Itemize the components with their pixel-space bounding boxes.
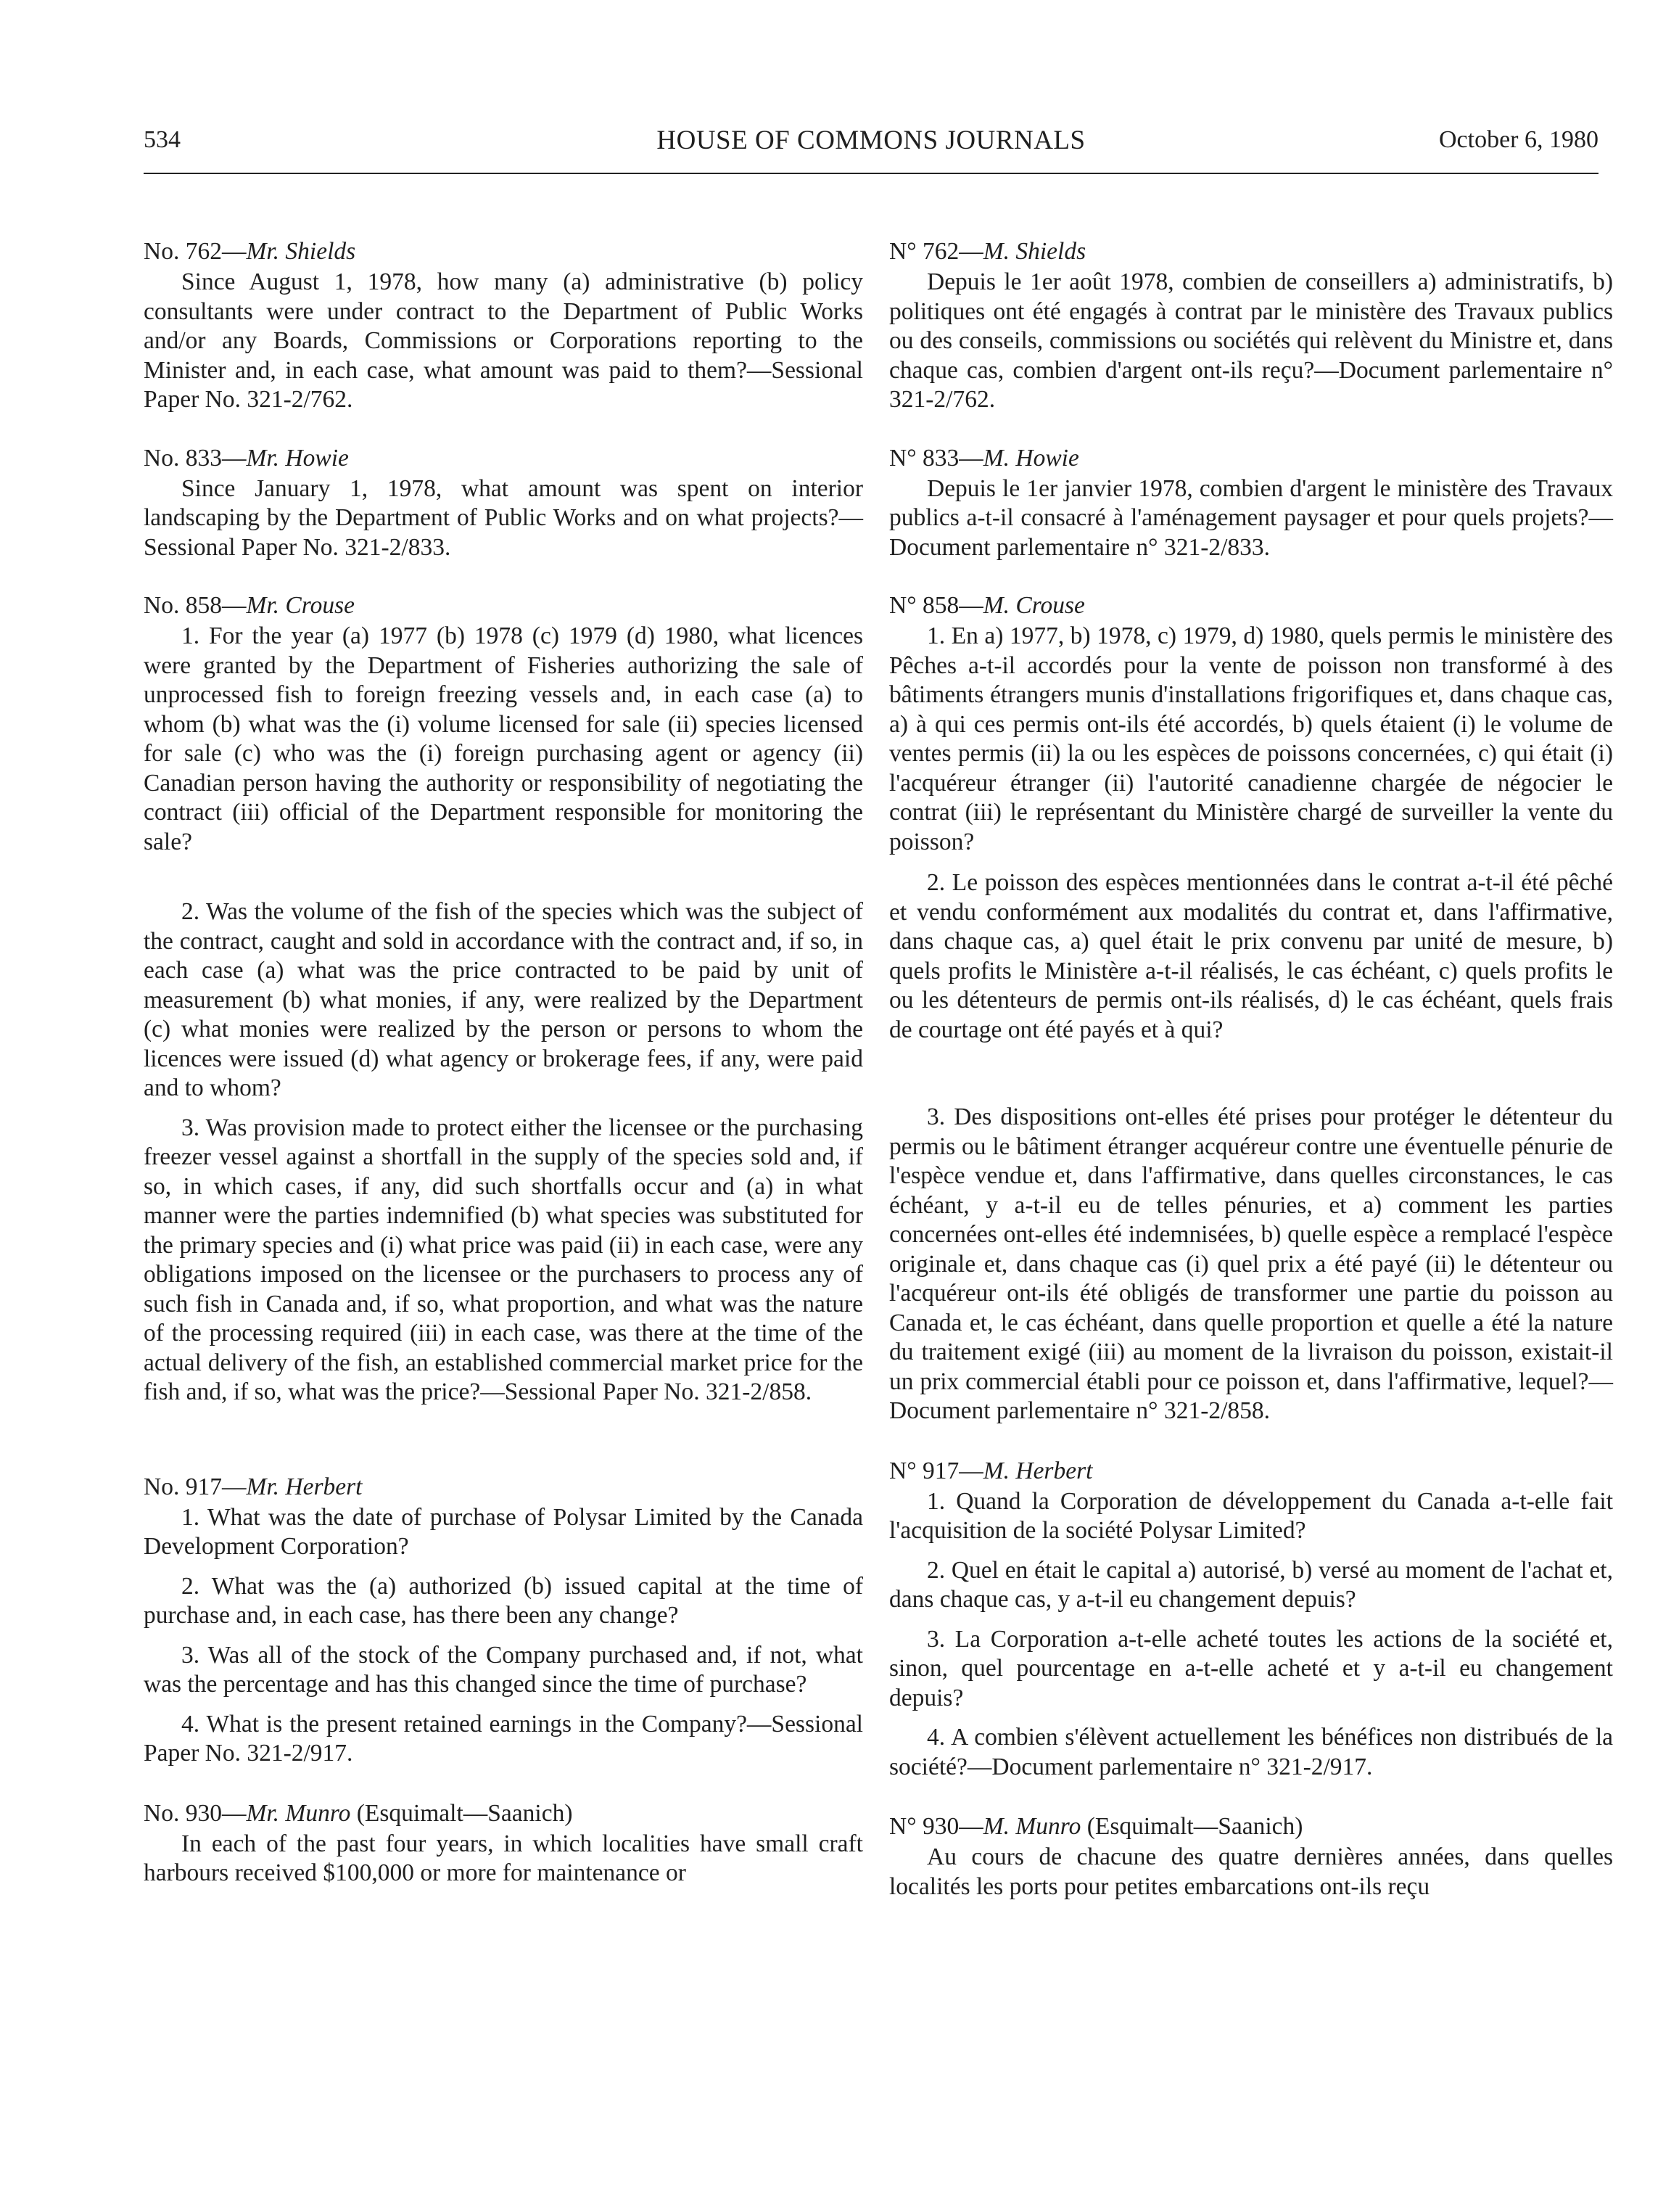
member-name: Mr. Munro <box>246 1799 351 1827</box>
member-name: Mr. Howie <box>246 444 349 472</box>
question-number: N° 930— <box>889 1813 983 1840</box>
page-number: 534 <box>144 126 181 153</box>
question-number: No. 930— <box>144 1799 247 1827</box>
question-fr-5 <box>889 1811 1613 1901</box>
question-heading <box>889 1455 1613 1487</box>
member-name: M. Herbert <box>983 1457 1093 1484</box>
question-heading <box>144 1471 863 1503</box>
question-heading <box>144 443 863 474</box>
question-paragraph: 3. Des dispositions ont-elles été prises pour protéger le détenteur du permis ou le bâtiment étranger acquéreur contre une éventuelle pénurie de l'espèce vendue et, dans l'affirmative, dans quelles circonstances, le cas échéant, y a-t-il eu de telles pénuries, et a) comment les parties concernées ont-elles été indemnisées, b) quelle espèce a remplacé l'espèce originale et, dans chaque cas (i) quel prix a été payé (ii) le détenteur ou l'acquéreur ont-ils été obligés de transformer une partie du poisson au Canada et, le cas échéant, dans quelle proportion et quelle a été la nature du traitement exigé (iii) au moment de la livraison du poisson, existait-il un prix commercial établi pour ce poisson et, dans l'affirmative, lequel?—Document parlementaire n° 321-2/858. <box>889 1103 1613 1424</box>
question-fr-1 <box>889 236 1613 415</box>
question-en-5 <box>144 1798 863 1888</box>
question-paragraph: 3. Was provision made to protect either the licensee or the purchasing freezer vessel against a shortfall in the supply of the species sold and, if so, in which cases, if any, did such shortfalls occur and (a) in what manner were the parties indemnified (b) what species was substituted for the primary species and (i) what price was paid (ii) in each case, were any obligations imposed on the licensee or the purchasers to process any of such fish in Canada and, if so, what proportion, and what was the nature of the processing required (iii) in each case, was there at the time of the actual delivery of the fish, an established commercial market price for the fish and, if so, what was the price?—Sessional Paper No. 321-2/858. <box>144 1114 863 1405</box>
question-heading <box>144 590 863 622</box>
question-number: N° 833— <box>889 444 983 472</box>
question-en-2 <box>144 443 863 563</box>
question-paragraph: Since January 1, 1978, what amount was spent on interior landscaping by the Department of Public Works and on what projects?—Sessional Paper No. 321-2/833. <box>144 474 863 561</box>
question-number: N° 858— <box>889 592 983 619</box>
question-paragraph: 4. What is the present retained earnings in the Company?—Sessional Paper No. 321-2/917. <box>144 1710 863 1767</box>
question-paragraph: 2. What was the (a) authorized (b) issued capital at the time of purchase and, in each case, has there been any change? <box>144 1572 863 1629</box>
member-name: Mr. Herbert <box>246 1473 363 1500</box>
member-name: Mr. Crouse <box>246 592 355 619</box>
question-en-1 <box>144 236 863 415</box>
member-name: M. Crouse <box>983 592 1085 619</box>
question-number: No. 858— <box>144 592 247 619</box>
question-paragraph: 1. What was the date of purchase of Polysar Limited by the Canada Development Corporation? <box>144 1503 863 1560</box>
question-paragraph: 2. Was the volume of the fish of the species which was the subject of the contract, caught and sold in accordance with the contract and, if so, in each case (a) what was the price contracted to be paid by unit of measurement (b) what monies, if any, were realized by the Department (c) what monies were realized by the person or persons to whom the licences were issued (d) what agency or brokerage fees, if any, were paid and to whom? <box>144 898 863 1101</box>
question-heading <box>144 236 863 268</box>
question-en-4 <box>144 1471 863 1769</box>
member-name: Mr. Shields <box>246 238 356 265</box>
question-paragraph: In each of the past four years, in which localities have small craft harbours received $100,000 or more for maintenance or <box>144 1830 863 1886</box>
question-heading <box>144 1798 863 1830</box>
question-paragraph: Depuis le 1er août 1978, combien de conseillers a) administratifs, b) politiques ont été engagés à contrat par le ministère des Travaux publics ou des conseils, commissions ou sociétés qui relèvent du Ministre et, dans chaque cas, combien d'argent ont-ils reçu?—Document parlementaire n° 321-2/762. <box>889 268 1613 413</box>
question-paragraph: 1. For the year (a) 1977 (b) 1978 (c) 1979 (d) 1980, what licences were granted by the Department of Fisheries authorizing the sale of unprocessed fish to foreign freezing vessels and, in each case (a) to whom (b) what was the (i) volume licensed for sale (ii) species licensed for sale (c) who was the (i) foreign purchasing agent or agency (ii) Canadian person having the authority or responsibility of negotiating the contract (iii) official of the Department responsible for monitoring the sale? <box>144 622 863 855</box>
question-paragraph: 2. Quel en était le capital a) autorisé, b) versé au moment de l'achat et, dans chaque cas, y a-t-il eu changement depuis? <box>889 1556 1613 1613</box>
question-fr-4 <box>889 1455 1613 1783</box>
question-fr-3 <box>889 590 1613 1426</box>
question-number: No. 917— <box>144 1473 247 1500</box>
question-number: No. 762— <box>144 238 247 265</box>
question-en-3 <box>144 590 863 1407</box>
french-column <box>889 236 1613 1901</box>
question-number: N° 917— <box>889 1457 983 1484</box>
question-heading <box>889 590 1613 622</box>
question-heading <box>889 1811 1613 1843</box>
riding-name: (Esquimalt—Saanich) <box>350 1799 573 1827</box>
member-name: M. Shields <box>983 238 1086 265</box>
riding-name: (Esquimalt—Saanich) <box>1081 1813 1303 1840</box>
question-paragraph: Au cours de chacune des quatre dernières années, dans quelles localités les ports pour petites embarcations ont-ils reçu <box>889 1843 1613 1900</box>
journal-title: HOUSE OF COMMONS JOURNALS <box>656 126 1086 155</box>
question-paragraph: 2. Le poisson des espèces mentionnées dans le contrat a-t-il été pêché et vendu conformément aux modalités du contrat et, dans l'affirmative, dans chaque cas, a) quel était le prix convenu par unité de mesure, b) quels profits le Ministère a-t-il réalisés, le cas échéant, c) quels profits le ou les détenteurs de permis ont-ils réalisés, d) le cas échéant, quels frais de courtage ont été payés et à qui? <box>889 869 1613 1043</box>
english-column <box>144 236 863 1888</box>
member-name: M. Howie <box>983 444 1079 472</box>
question-paragraph: 4. A combien s'élèvent actuellement les bénéfices non distribués de la société?—Document parlementaire n° 321-2/917. <box>889 1724 1613 1780</box>
question-paragraph: Since August 1, 1978, how many (a) administrative (b) policy consultants were under contract to the Department of Public Works and/or any Boards, Commissions or Corporations reporting to the Minister and, in each case, what amount was paid to them?—Sessional Paper No. 321-2/762. <box>144 268 863 413</box>
question-heading <box>889 443 1613 474</box>
question-paragraph: 3. La Corporation a-t-elle acheté toutes les actions de la société et, sinon, quel pourcentage en a-t-elle acheté et y a-t-il eu changement depuis? <box>889 1625 1613 1711</box>
question-paragraph: 1. En a) 1977, b) 1978, c) 1979, d) 1980, quels permis le ministère des Pêches a-t-il accordés pour la vente de poisson non transformé à des bâtiments étrangers munis d'installations frigorifiques et, dans chaque cas, a) à qui ces permis ont-ils été accordés, b) quels étaient (i) le volume de ventes permis (ii) la ou les espèces de poissons concernées, c) qui était (i) l'acquéreur étranger (ii) l'autorité canadienne chargée de négocier le contrat (iii) le représentant du Ministère chargé de surveiller la vente du poisson? <box>889 622 1613 855</box>
question-paragraph: 1. Quand la Corporation de développement du Canada a-t-elle fait l'acquisition de la société Polysar Limited? <box>889 1487 1613 1544</box>
page-header <box>144 120 1598 174</box>
question-paragraph: Depuis le 1er janvier 1978, combien d'argent le ministère des Travaux publics a-t-il consacré à l'aménagement paysager et pour quels projets?—Document parlementaire n° 321-2/833. <box>889 474 1613 561</box>
page-date: October 6, 1980 <box>1438 126 1598 153</box>
question-paragraph: 3. Was all of the stock of the Company purchased and, if not, what was the percentage and has this changed since the time of purchase? <box>144 1641 863 1698</box>
question-heading <box>889 236 1613 268</box>
question-fr-2 <box>889 443 1613 563</box>
question-number: N° 762— <box>889 238 983 265</box>
member-name: M. Munro <box>983 1813 1081 1840</box>
question-number: No. 833— <box>144 444 247 472</box>
